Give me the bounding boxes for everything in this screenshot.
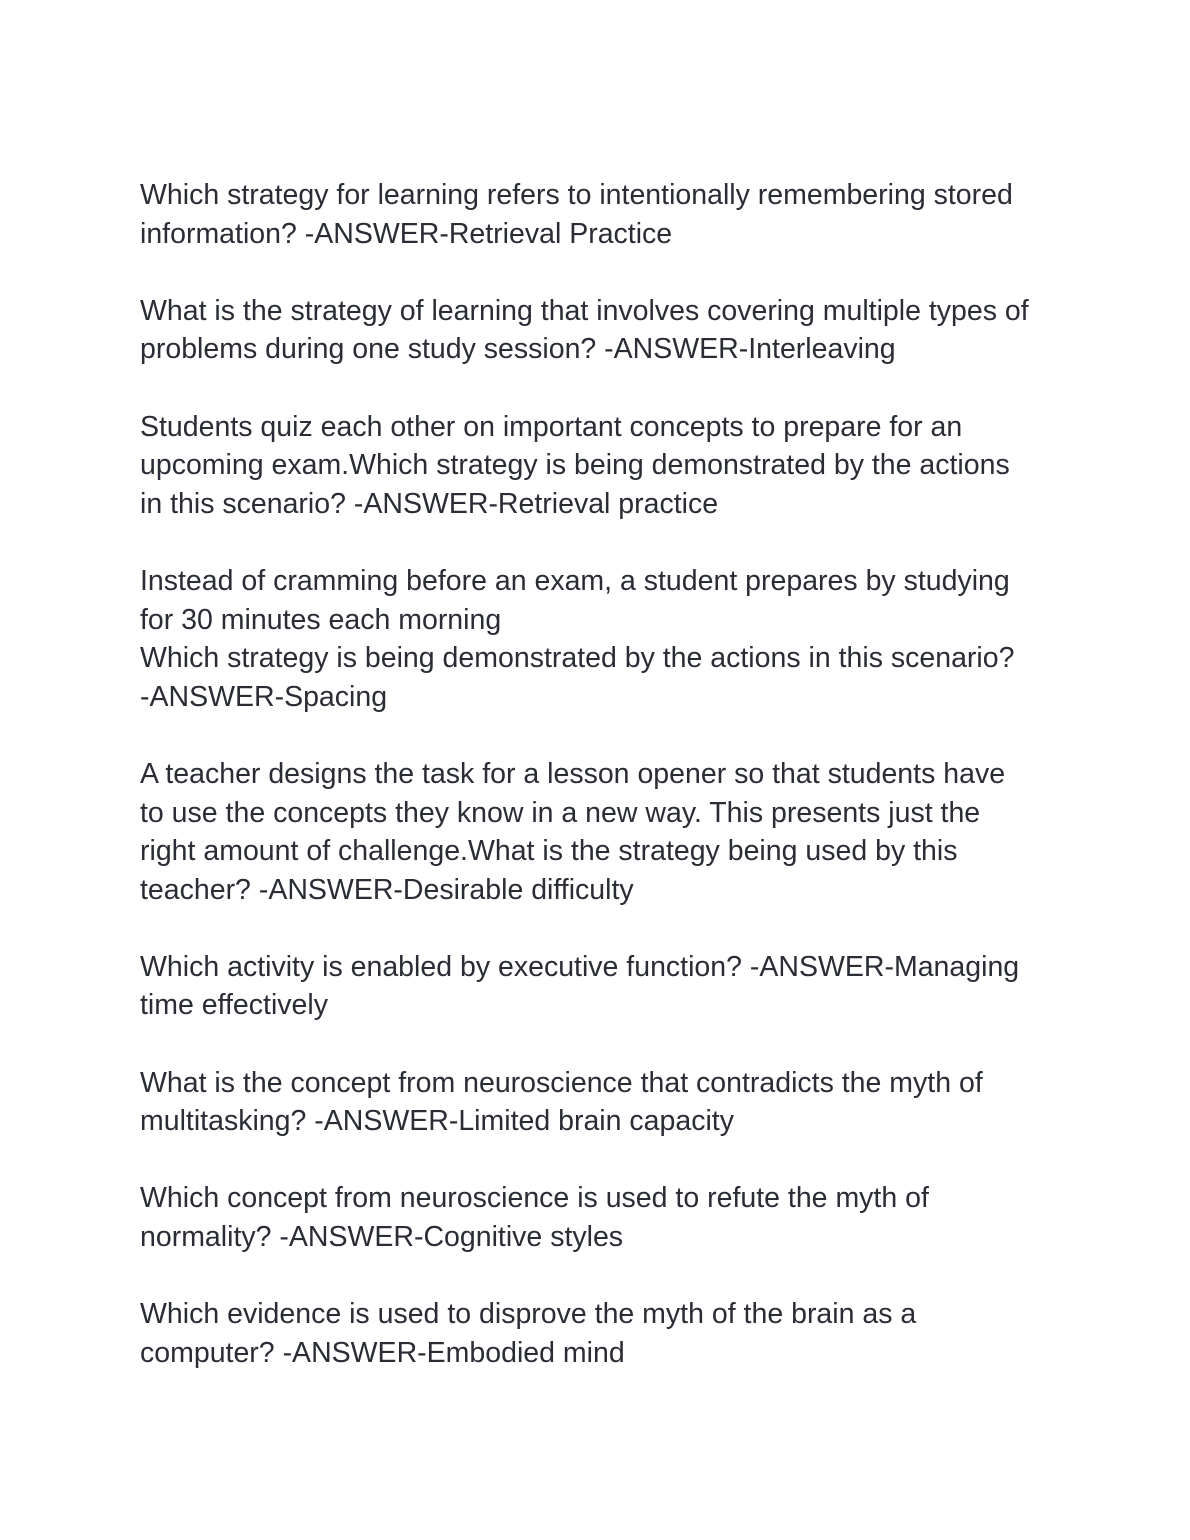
qa-item-2 — [140, 292, 1070, 369]
qa-item-3 — [140, 408, 1070, 524]
qa-line: upcoming exam.Which strategy is being demonstrated by the actions — [140, 449, 1010, 482]
qa-item-7 — [140, 1064, 1070, 1141]
qa-line: What is the concept from neuroscience that contradicts the myth of — [140, 1066, 983, 1099]
qa-item-5 — [140, 755, 1070, 909]
qa-line: problems during one study session? -ANSWER-Interleaving — [140, 333, 896, 366]
qa-line: What is the strategy of learning that involves covering multiple types of — [140, 294, 1029, 327]
qa-line: normality? -ANSWER-Cognitive styles — [140, 1221, 624, 1254]
qa-item-4 — [140, 562, 1070, 716]
qa-line: A teacher designs the task for a lesson opener so that students have — [140, 757, 1006, 790]
qa-line: Which activity is enabled by executive function? -ANSWER-Managing — [140, 950, 1020, 983]
qa-item-8 — [140, 1179, 1070, 1256]
qa-line: time effectively — [140, 989, 328, 1022]
qa-line: to use the concepts they know in a new way. This presents just the — [140, 796, 981, 829]
qa-line: teacher? -ANSWER-Desirable difficulty — [140, 873, 634, 906]
qa-line: Which concept from neuroscience is used to refute the myth of — [140, 1182, 929, 1215]
qa-line: information? -ANSWER-Retrieval Practice — [140, 217, 673, 250]
qa-line: right amount of challenge.What is the strategy being used by this — [140, 835, 958, 868]
qa-item-9 — [140, 1295, 1070, 1372]
qa-item-6 — [140, 948, 1070, 1025]
qa-line: Instead of cramming before an exam, a student prepares by studying — [140, 564, 1010, 597]
qa-list — [140, 176, 1070, 1411]
qa-line: Students quiz each other on important concepts to prepare for an — [140, 410, 963, 443]
qa-line: Which strategy for learning refers to intentionally remembering stored — [140, 179, 1013, 211]
qa-line: Which evidence is used to disprove the myth of the brain as a — [140, 1298, 917, 1331]
qa-line: Which strategy is being demonstrated by the actions in this scenario? — [140, 642, 1015, 675]
qa-line: for 30 minutes each morning — [140, 603, 502, 636]
qa-line: -ANSWER-Spacing — [140, 680, 388, 713]
qa-line: in this scenario? -ANSWER-Retrieval practice — [140, 487, 719, 520]
qa-line: multitasking? -ANSWER-Limited brain capacity — [140, 1105, 734, 1138]
qa-line: computer? -ANSWER-Embodied mind — [140, 1336, 625, 1369]
qa-item-1 — [140, 176, 1070, 253]
